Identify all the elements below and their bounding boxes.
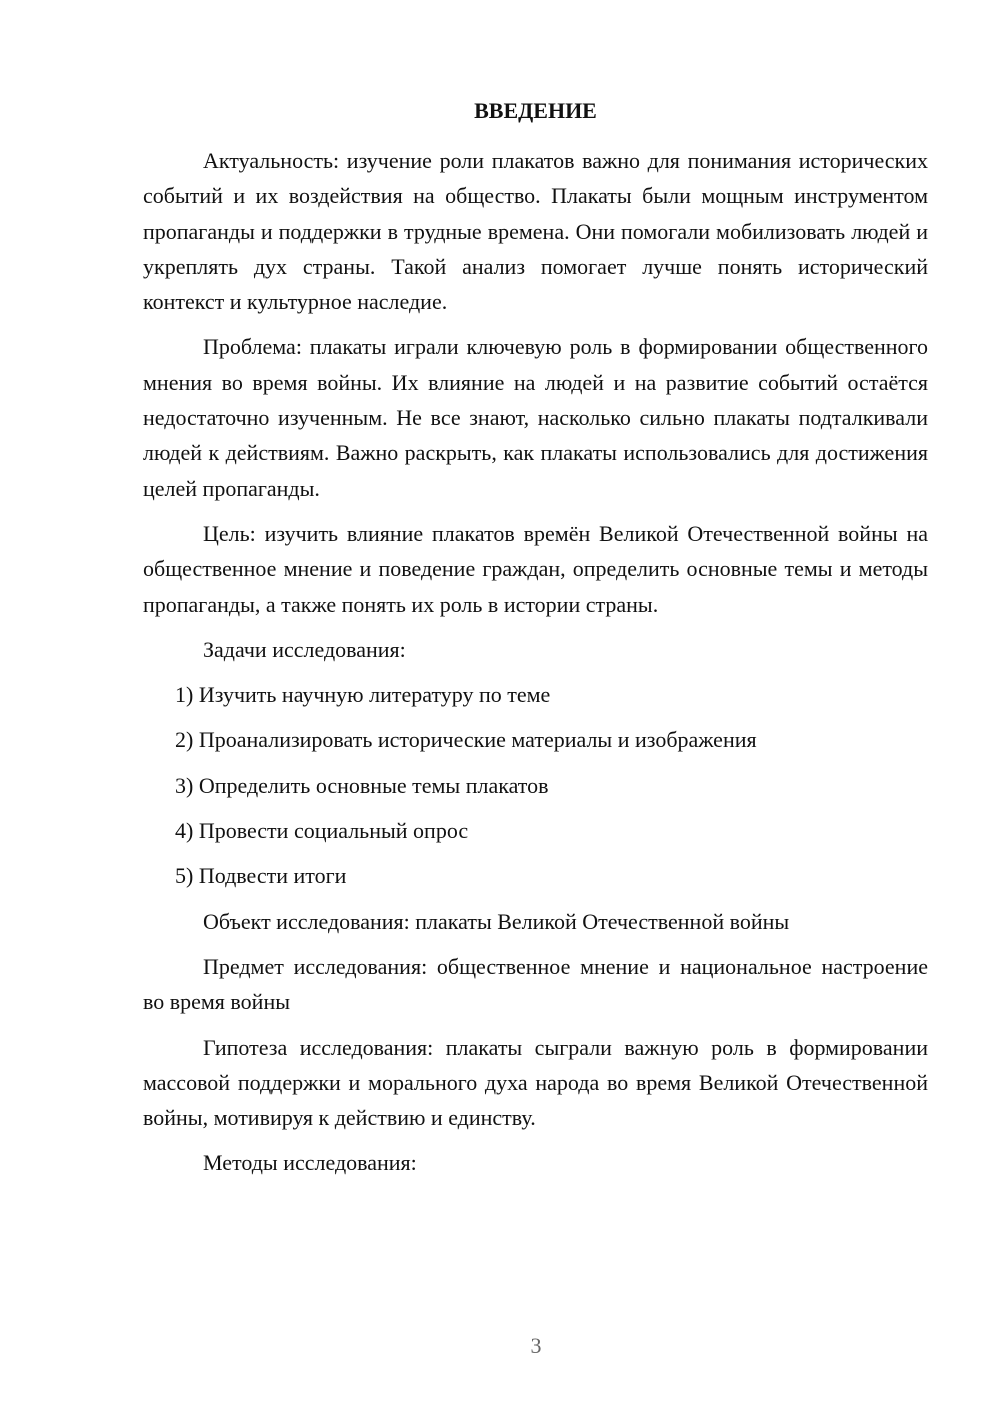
list-item: 4) Провести социальный опрос (175, 818, 469, 844)
methods-heading: Методы исследования: (203, 1150, 417, 1176)
list-item: 5) Подвести итоги (175, 863, 347, 889)
object-paragraph: Объект исследования: плакаты Великой Отечественной войны (203, 908, 790, 934)
relevance-paragraph: Актуальность: изучение роли плакатов важно для понимания исторических событий и их воздействия на общество. Плакаты были мощным инструментом пропаганды и поддержки в трудные времена. Они помогали мобилизовать людей и укреплять дух страны. Такой анализ помогает лучше понять исторический контекст и культурное наследие. (143, 148, 928, 315)
list-item: 1) Изучить научную литературу по теме (175, 682, 551, 708)
subject-paragraph: Предмет исследования: общественное мнение и национальное настроение во время войны (143, 953, 928, 1015)
list-item: 2) Проанализировать исторические материалы и изображения (175, 727, 757, 753)
page-number: 3 (530, 1333, 542, 1358)
tasks-heading: Задачи исследования: (203, 636, 406, 662)
page-title: ВВЕДЕНИЕ (474, 98, 597, 123)
tasks-list (143, 677, 928, 893)
problem-paragraph: Проблема: плакаты играли ключевую роль в формировании общественного мнения во время войны. Их влияние на людей и на развитие событий остаётся недостаточно изученным. Не все знают, насколько сильно плакаты подталкивали людей к действиям. Важно раскрыть, как плакаты использовались для достижения целей пропаганды. (143, 334, 928, 501)
hypothesis-paragraph: Гипотеза исследования: плакаты сыграли важную роль в формировании массовой поддержки и морального духа народа во время Великой Отечественной войны, мотивируя к действию и единству. (143, 1034, 928, 1131)
list-item: 3) Определить основные темы плакатов (175, 772, 549, 798)
goal-paragraph: Цель: изучить влияние плакатов времён Великой Отечественной войны на общественное мнение и поведение граждан, определить основные темы и методы пропаганды, а также понять их роль в истории страны. (143, 520, 928, 617)
document-body (143, 143, 928, 1191)
